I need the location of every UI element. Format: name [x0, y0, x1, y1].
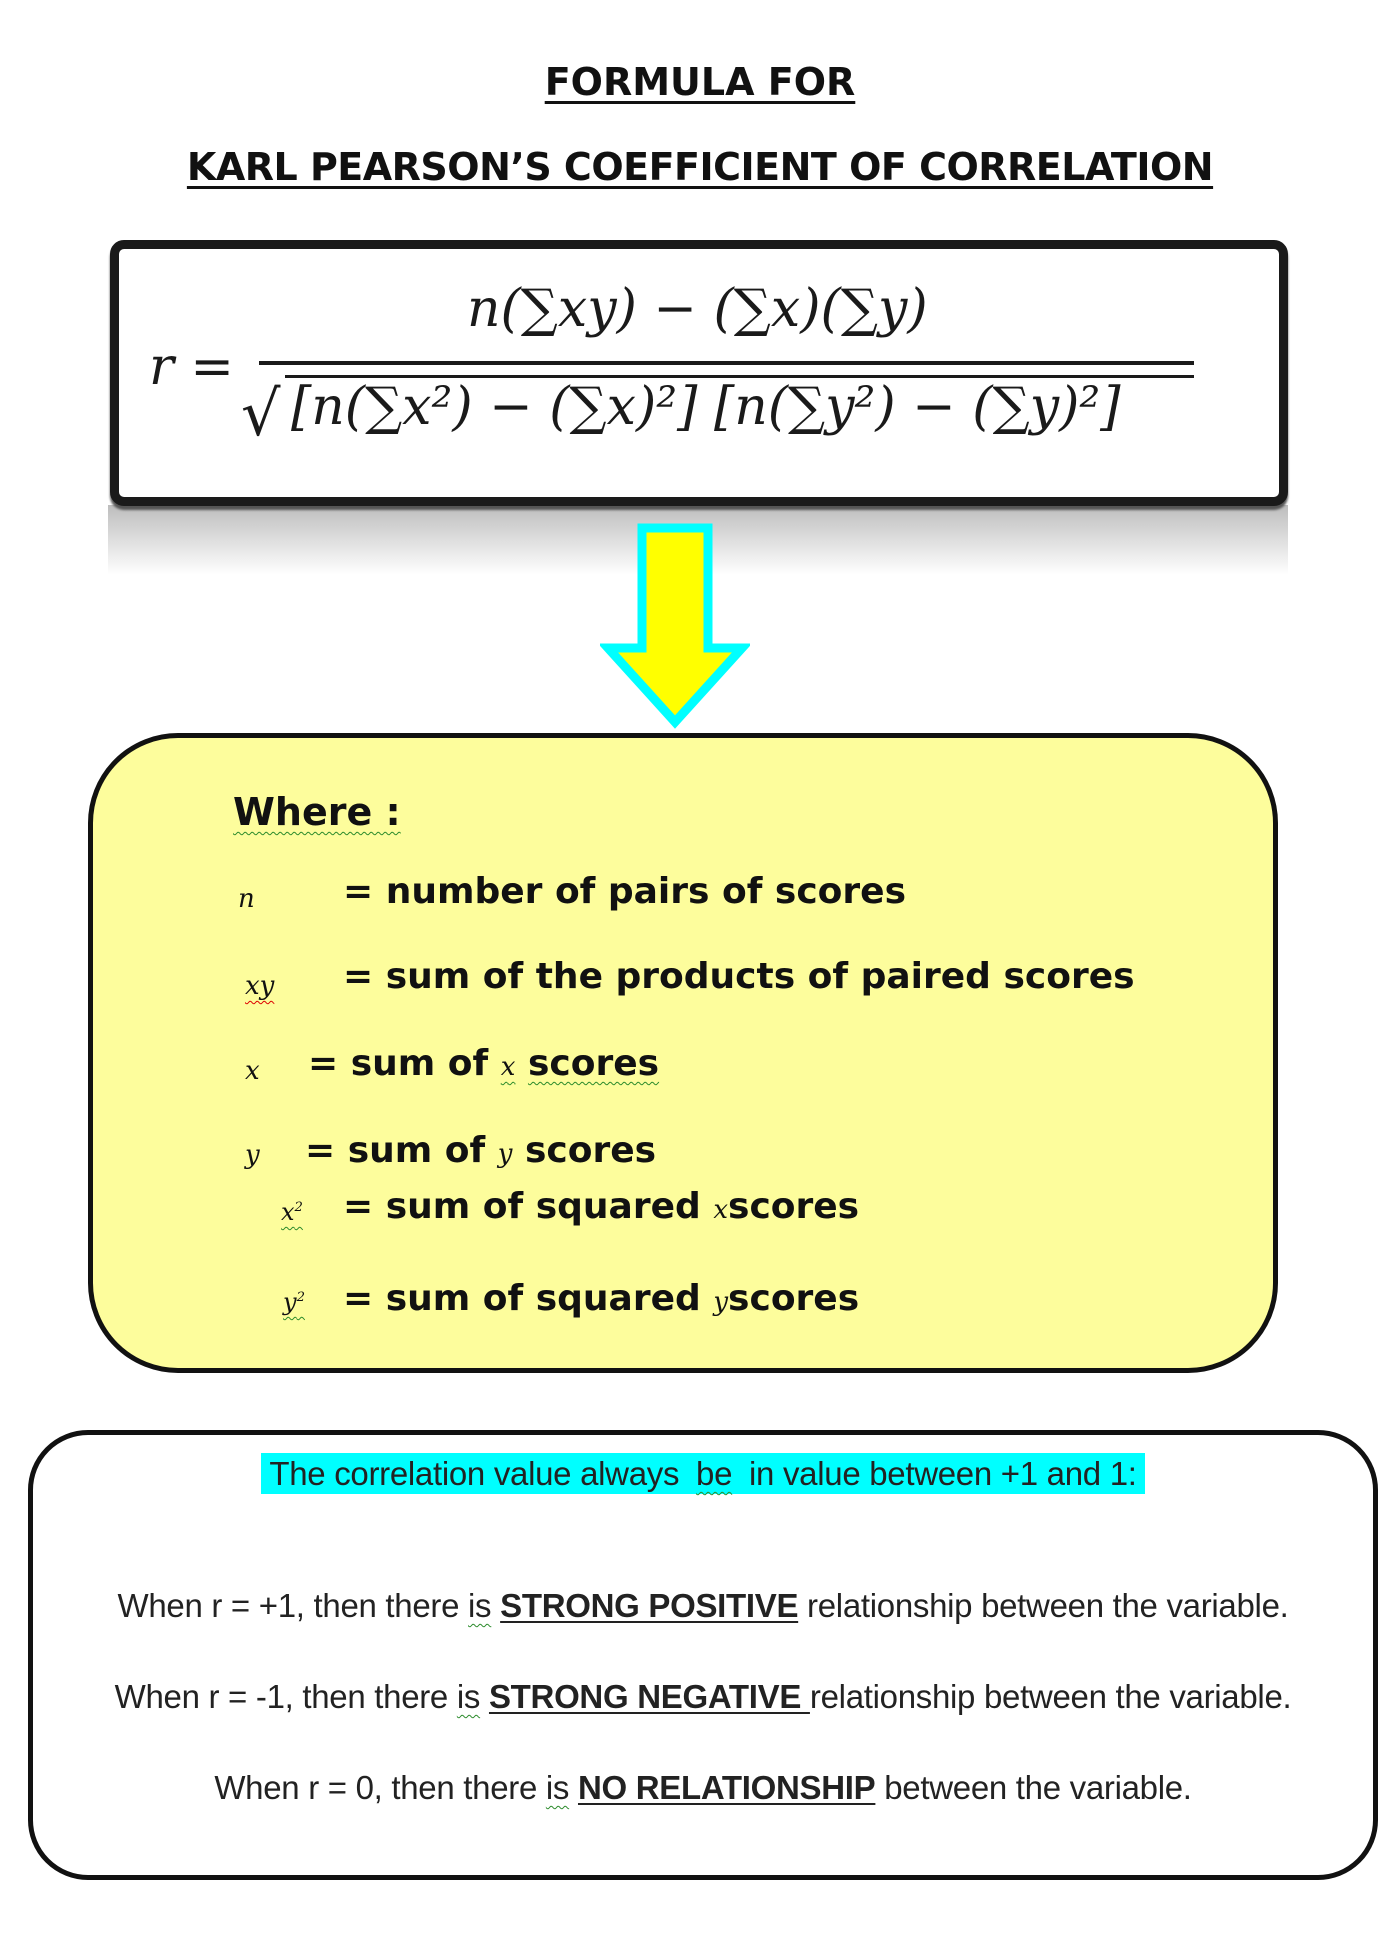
title-line-1: FORMULA FOR: [544, 60, 856, 104]
strong-positive-label: STRONG POSITIVE: [500, 1587, 799, 1624]
where-heading: Where :: [233, 790, 401, 834]
definition-x2-post: scores: [728, 1186, 860, 1227]
symbol-x: x: [245, 1056, 260, 1086]
definition-xy: = sum of the products of paired scores: [343, 956, 1135, 997]
formula-denominator: [n(∑x²) − (∑x)²] [n(∑y²) − (∑y)²]: [291, 377, 1121, 437]
no-relationship-label: NO RELATIONSHIP: [577, 1769, 876, 1806]
formula-box: [110, 240, 1288, 506]
definition-x-pre: = sum of: [308, 1043, 489, 1084]
definition-x2-pre: = sum of squared: [343, 1186, 701, 1227]
definition-y-pre: = sum of: [305, 1130, 486, 1171]
symbol-n: n: [238, 884, 255, 914]
down-arrow-icon: [600, 520, 750, 730]
note-negative: When r = -1, then there is STRONG NEGATIVE relationship between the variable.: [114, 1678, 1292, 1715]
definition-x-post: scores: [527, 1043, 660, 1084]
symbol-y-squared: $y^2$: [283, 1288, 305, 1316]
note-zero: When r = 0, then there is NO RELATIONSHIP between the variable.: [214, 1769, 1192, 1806]
var-x: x: [500, 1052, 516, 1082]
definition-y-post: scores: [525, 1130, 657, 1171]
definition-y2-pre: = sum of squared: [343, 1278, 701, 1319]
formula-numerator: n(∑xy) − (∑x)(∑y): [467, 279, 928, 339]
square-root-icon: √: [241, 377, 281, 450]
definition-y2-post: scores: [728, 1278, 860, 1319]
strong-negative-label: STRONG NEGATIVE: [488, 1678, 810, 1715]
symbol-x-squared: $x^2$: [281, 1198, 303, 1226]
var-x2: x: [713, 1195, 729, 1225]
formula-lhs: r =: [149, 337, 234, 397]
var-y2: y: [713, 1287, 729, 1317]
fraction-bar: [259, 361, 1194, 365]
symbol-y: y: [245, 1140, 260, 1170]
note-heading: The correlation value always be in value between +1 and 1:: [33, 1455, 1373, 1493]
symbol-xy: xy: [245, 971, 275, 1001]
note-positive: When r = +1, then there is STRONG POSITIVE relationship between the variable.: [117, 1587, 1289, 1624]
definition-n: = number of pairs of scores: [343, 871, 907, 912]
title-line-2: KARL PEARSON’S COEFFICIENT OF CORRELATION: [186, 145, 1214, 189]
where-box: [88, 733, 1278, 1373]
var-y: y: [497, 1139, 513, 1169]
note-box: [28, 1430, 1378, 1880]
